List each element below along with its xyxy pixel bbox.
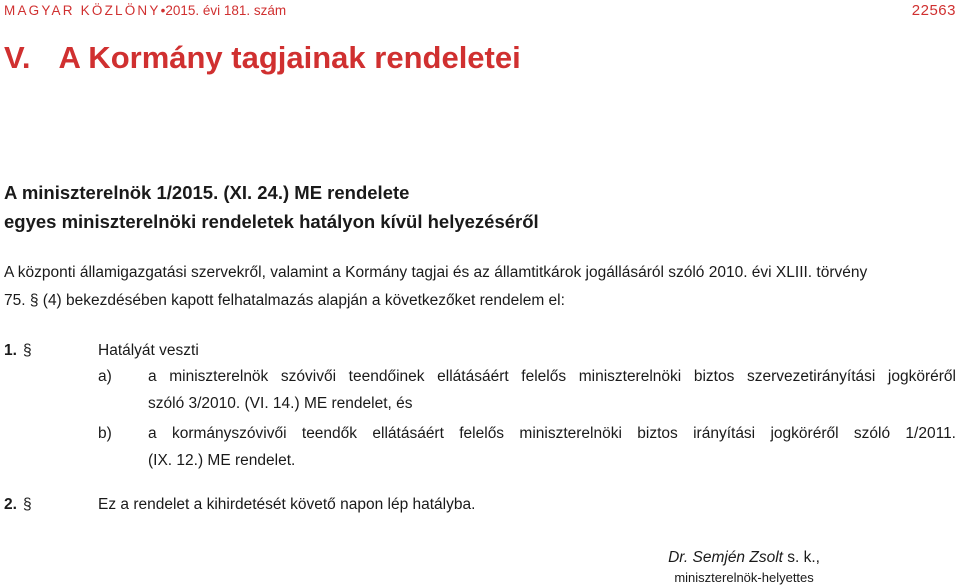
paragraph-2 [4,491,956,519]
decree-preamble [4,259,956,315]
item-text-line-2: (IX. 12.) ME rendelet. [148,452,296,469]
decree-title-line-1: A miniszterelnök 1/2015. (XI. 24.) ME rendelete [4,182,410,203]
paragraph-1 [4,337,956,365]
page-header [4,2,956,22]
paragraph-2-text: Ez a rendelet a kihirdetését követő napon lép hatályba. [98,496,476,513]
paragraph-number: 1. [4,342,17,359]
signature-block [668,547,820,587]
publication-name: MAGYAR KÖZLÖNY [4,3,161,18]
preamble-line-1: A központi államigazgatási szervekről, valamint a Kormány tagjai és az államtitkárok jogállásáról szóló 2010. évi XLIII. törvény [4,264,868,281]
paragraph-1-number [4,337,98,365]
section-sign: § [22,496,32,513]
item-label: b) [98,425,112,442]
list-item [4,363,956,417]
header-publication-line [4,3,286,18]
section-sign: § [22,342,32,359]
paragraph-1-items [4,363,956,477]
decree-title-line-2: egyes miniszterelnöki rendeletek hatályon kívül helyezéséről [4,211,539,232]
paragraph-number: 2. [4,496,17,513]
header-separator: • [160,3,166,18]
paragraph-2-number [4,491,98,519]
item-text-line-1: a miniszterelnök szóvivői teendőinek ellátásáért felelős miniszterelnöki biztos szervezetirányítási jogköréről [148,368,956,385]
section-number: V. [4,40,31,75]
issue-number: 2015. évi 181. szám [165,3,287,18]
page-number: 22563 [911,2,956,19]
signatory-line [668,547,820,569]
item-label: a) [98,368,112,385]
item-text-line-2: szóló 3/2010. (VI. 14.) ME rendelet, és [148,395,413,412]
signatory-suffix: s. k., [782,549,820,566]
item-text [148,420,956,474]
section-heading [4,40,521,76]
list-item [4,420,956,474]
preamble-line-2: 75. § (4) bekezdésében kapott felhatalmazás alapján a következőket rendelem el: [4,292,565,309]
item-text-line-1: a kormányszóvivői teendők ellátásáért felelős miniszterelnöki biztos irányítási jogköréről szóló 1/2011. [148,425,956,442]
item-text [148,363,956,417]
section-title: A Kormány tagjainak rendeletei [58,40,521,75]
paragraph-1-text: Hatályát veszti [98,342,199,359]
decree-title [4,178,539,236]
signatory-title: miniszterelnök-helyettes [674,570,814,585]
signatory-name: Dr. Semjén Zsolt [668,549,783,566]
